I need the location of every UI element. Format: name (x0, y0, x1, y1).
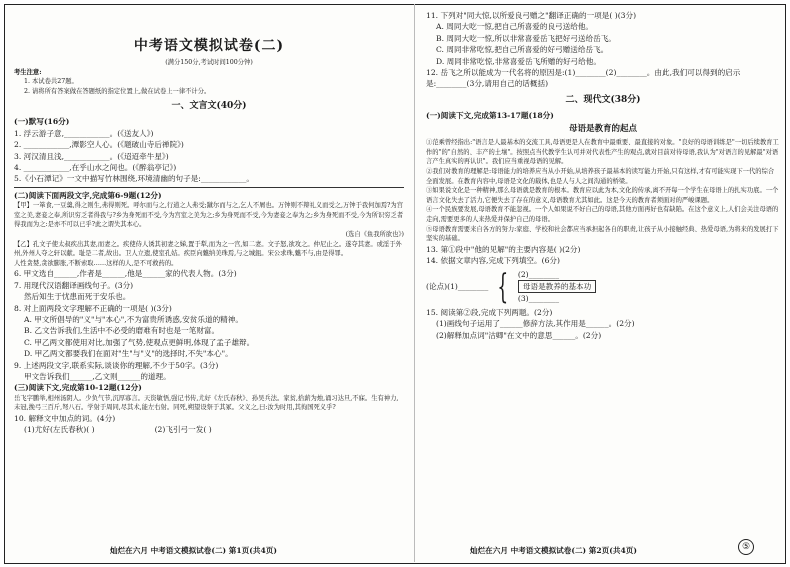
outline-item: (2)________ (517, 269, 560, 279)
option: C. 周同非常吃惊,把自己所喜爱的好弓赠送给岳飞。 (436, 45, 609, 55)
page-sheet-number: ⑤ (738, 539, 754, 555)
outline-diagram (426, 266, 780, 307)
outline-item-box: 母语是教养的基本功 (518, 280, 596, 293)
left-page (14, 10, 404, 436)
page-fold (414, 4, 415, 562)
notes-head: 考生注意: (14, 68, 42, 76)
article-para: ②我们对教育的理解是:母语能力的培养应当从小开始,从培养孩子最基本的读写能力开始,只有这样,才有可能实现下一代的综合全面发展。在教育内容中,母语是文化的载体,也是人与人之间沟通的桥梁。 (426, 168, 775, 185)
option: C. 甲乙两文都使用对比,加强了气势,使观点更鲜明,体现了孟子雄辩。 (24, 337, 255, 347)
question-12: 12. 岳飞之所以能成为一代名将的原因是:(1)________(2)________。由此,我们可以得到的启示是:________(3分,请用自己的话概括) (426, 68, 741, 89)
option: D. 甲乙两文都要我们在面对"生"与"义"的选择时,不失"本心"。 (24, 349, 233, 359)
option: A. 周同大吃一惊,把自己所喜爱的良弓送给他。 (436, 22, 594, 32)
article-para: ④一个民族要发展,母语教育不能忽视。一个人如果说不好自己的母语,其他方面再好也有缺陷。在这个意义上,人们会关注母语的走向,需要更多的人来热爱并保护自己的母语。 (426, 206, 779, 223)
question-10: 10. 解释文中加点的词。(4分) (14, 414, 116, 424)
answer-item: (1)尤好(左氏春秋)( ) (24, 425, 95, 435)
thesis-blank: (论点)(1)________ (426, 282, 489, 291)
question-13: 13. 第①段中"他的见解"的主要内容是( )(2分) (426, 244, 581, 254)
question-5: 5.《小石潭记》一文中描写竹林围绕,环境清幽的句子是:____________。 (14, 174, 255, 184)
question-9-blank: 甲文告诉我们______,乙文则______的道理。 (24, 372, 171, 382)
question-15-item: (2)解释加点词"沽卿"在文中的意思______。(2分) (436, 330, 602, 340)
question-3: 3. 河汉清且浅,____________。(《迢迢牵牛星》) (14, 151, 169, 161)
passage-source: (选自《鱼我所欲也》) (345, 231, 404, 238)
article-title: 母语是教育的起点 (568, 124, 637, 135)
question-2: 2. ____________,潭影空人心。(《题破山寺后禅院》) (14, 140, 184, 150)
section-modern: 二、现代文(38分) (565, 94, 641, 105)
option: B. 周同大吃一惊,所以非常喜爱岳飞把好弓送给岳飞。 (436, 33, 616, 43)
question-6: 6. 甲文选自______,作者是______,他是______家的代表人物。(3分) (14, 269, 237, 279)
exam-title: 中考语文模拟试卷(二) (133, 38, 285, 54)
note-item: 1. 本试卷共27题。 (24, 78, 78, 86)
part-heading: (一)默写(16分) (14, 117, 70, 127)
question-4: 4. ____________,在乎山水之间也。(《醉翁亭记》) (14, 163, 177, 172)
option: B. 乙文告诉我们,生活中不必受的磨难有时也是一笔财富。 (24, 326, 220, 336)
passage-yi-2: 人性贪婪,贪欲膨胀,不断索取……这样的人,是不可救药的。 (14, 259, 178, 267)
question-11: 11. 下列对"同大惊,以所爱良弓赠之"翻译正确的一项是( )(3分) (426, 11, 637, 20)
passage-jia: 【甲】一箪食,一豆羹,得之则生,弗得则死。呼尔而与之,行道之人弗受;蹴尔而与之,乞人不屑也。万钟则不辩礼义而受之,万钟于我何加焉?为宫室之美,妻妾之奉,所识穷乏者得我与?乡为身死而不受,今为宫室之美为之;乡为身死而不受,今为妻妾之奉为之;乡为身死而不受,今为所识穷乏者得我而为之:是亦不可以已乎?此之谓失其本心。 (14, 202, 404, 229)
article-para: ⑤母语教育需要来自各方的努力:家庭、学校和社会都应当承担起各自的职责,让孩子从小接触经典、热爱母语,为将来的发展打下坚实的基础。 (426, 225, 779, 243)
article-para: ①范乘曾经指出:"语言是人最基本的交流工具,母语更是人在教育中最重要、最直接的对象。"良好的母语训练是"一切后续教育工作的"的"自然的、丰产的土壤"。按照点当代教学生认可并对代表性产生的观点,就对目前对待母语,我认为"对语言的见解最"对语言产生真实的再认识"。我们应当重视母语的见解。 (426, 139, 779, 166)
option: D. 周同非常吃惊,非常喜爱岳飞所赠的好弓给他。 (436, 56, 601, 66)
part-heading: (一)阅读下文,完成第13-17题(18分) (426, 110, 554, 120)
question-9: 9. 上述两段文字,联系实际,谈谈你的理解,不少于50字。(3分) (14, 360, 219, 370)
question-7: 7. 用现代汉语翻译画线句子。(3分) (14, 280, 134, 290)
passage-c: 岳飞字鹏举,相州汤阴人。少负气节,沉厚寡言。天资敏悟,强记书传,尤好《左氏春秋》、孙吴兵法。家贫,拾薪为烛,诵习达旦,不寐。生有神力,未冠,挽弓三百斤,弩八石。学射于周同,尽其术,能左右射。同死,朔望设祭于其冢。父义之,曰:汝为时用,其徇国死义乎? (14, 394, 399, 412)
part-heading: (三)阅读下文,完成第10-12题(12分) (14, 383, 142, 393)
divider (14, 187, 404, 188)
question-1: 1. 浮云游子意,____________。(《送友人》) (14, 128, 154, 138)
article-para: ③如果说文化是一种精神,那么母语就是教育的根本。教育应以此为本,文化的传承,离不开每一个学生在母语上的扎实功底。一个语言文化失去了活力,它便失去了存在的意义,母语教育尤其如此。这是今天的教育者须面对的严峻课题。 (426, 187, 779, 204)
passage-yi: 【乙】孔文子使太叔疾出其妻,而妻之。疾使侍人诱其初妻之娣,置于犁,而为之一宫,如二妻。文子怒,欲攻之。仲尼止之。遂夺其妻。或淫于外州,外州人夺之轩以献。耻是二者,故出。卫人立遗,使室孔姞。疾臣向魋纳美珠焉,与之城鉏。宋公求珠,魋不与,由是得罪。 (14, 240, 402, 258)
question-7-sentence: 然后知生于忧患而死于安乐也。 (24, 292, 131, 302)
question-8: 8. 对上面两段文字理解不正确的一项是( )(3分) (14, 303, 172, 313)
part-heading: (二)阅读下面两段文字,完成第6-9题(12分) (14, 190, 162, 200)
brace-symbol: { (497, 266, 509, 307)
section-classical: 一、文言文(40分) (171, 101, 247, 112)
question-10-items (14, 424, 404, 435)
option: A. 甲文所倡导的"义"与"本心",不为富贵所诱惑,安贫乐道的精神。 (24, 315, 243, 324)
note-item: 2. 请将所有答案做在答题纸的指定位置上,做在试卷上一律不计分。 (24, 87, 211, 95)
exam-meta: (满分150分,考试时间100分钟) (165, 59, 253, 66)
right-page (426, 10, 780, 341)
outline-item: (3)________ (517, 294, 560, 304)
outline-items (518, 269, 596, 305)
question-15: 15. 阅读第②段,完成下列两题。(2分) (426, 307, 553, 317)
left-footer: 灿烂在六月 中考语文模拟试卷(二) 第1页(共4页) (110, 546, 277, 555)
right-footer: 灿烂在六月 中考语文模拟试卷(二) 第2页(共4页) (470, 546, 637, 555)
question-14: 14. 依据文章内容,完成下列填空。(6分) (426, 256, 560, 266)
answer-item: (2)飞引弓一发( ) (154, 425, 212, 435)
question-15-item: (1)画线句子运用了______修辞方法,其作用是______。(2分) (436, 319, 635, 329)
